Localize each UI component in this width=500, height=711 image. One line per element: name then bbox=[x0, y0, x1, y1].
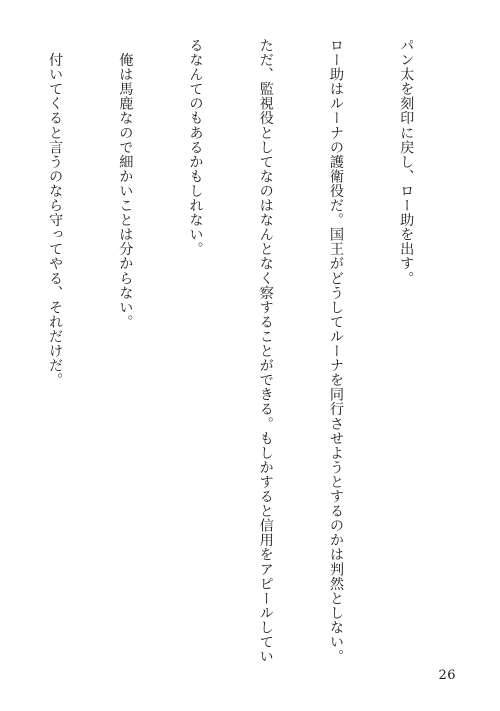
vertical-text-body bbox=[0, 38, 464, 664]
text-line: パン太を刻印に戻し、ロー助を出す。 bbox=[398, 38, 415, 286]
text-line: 付いてくると言うのなら守ってやる、それだけだ。 bbox=[47, 38, 64, 388]
text-line: 俺は馬鹿なので細かいことは分からない。 bbox=[117, 38, 134, 329]
text-line: ただ、監視役としてなのはなんとなく察することができる。もしかすると信用をアピールしてい bbox=[257, 38, 274, 664]
text-line: るなんてのもあるかもしれない。 bbox=[187, 38, 204, 257]
text-line: ロー助はルーナの護衛役だ。国王がどうしてルーナを同行させようとするのかは判然としない。 bbox=[327, 38, 344, 664]
page-number: 26 bbox=[438, 668, 456, 683]
